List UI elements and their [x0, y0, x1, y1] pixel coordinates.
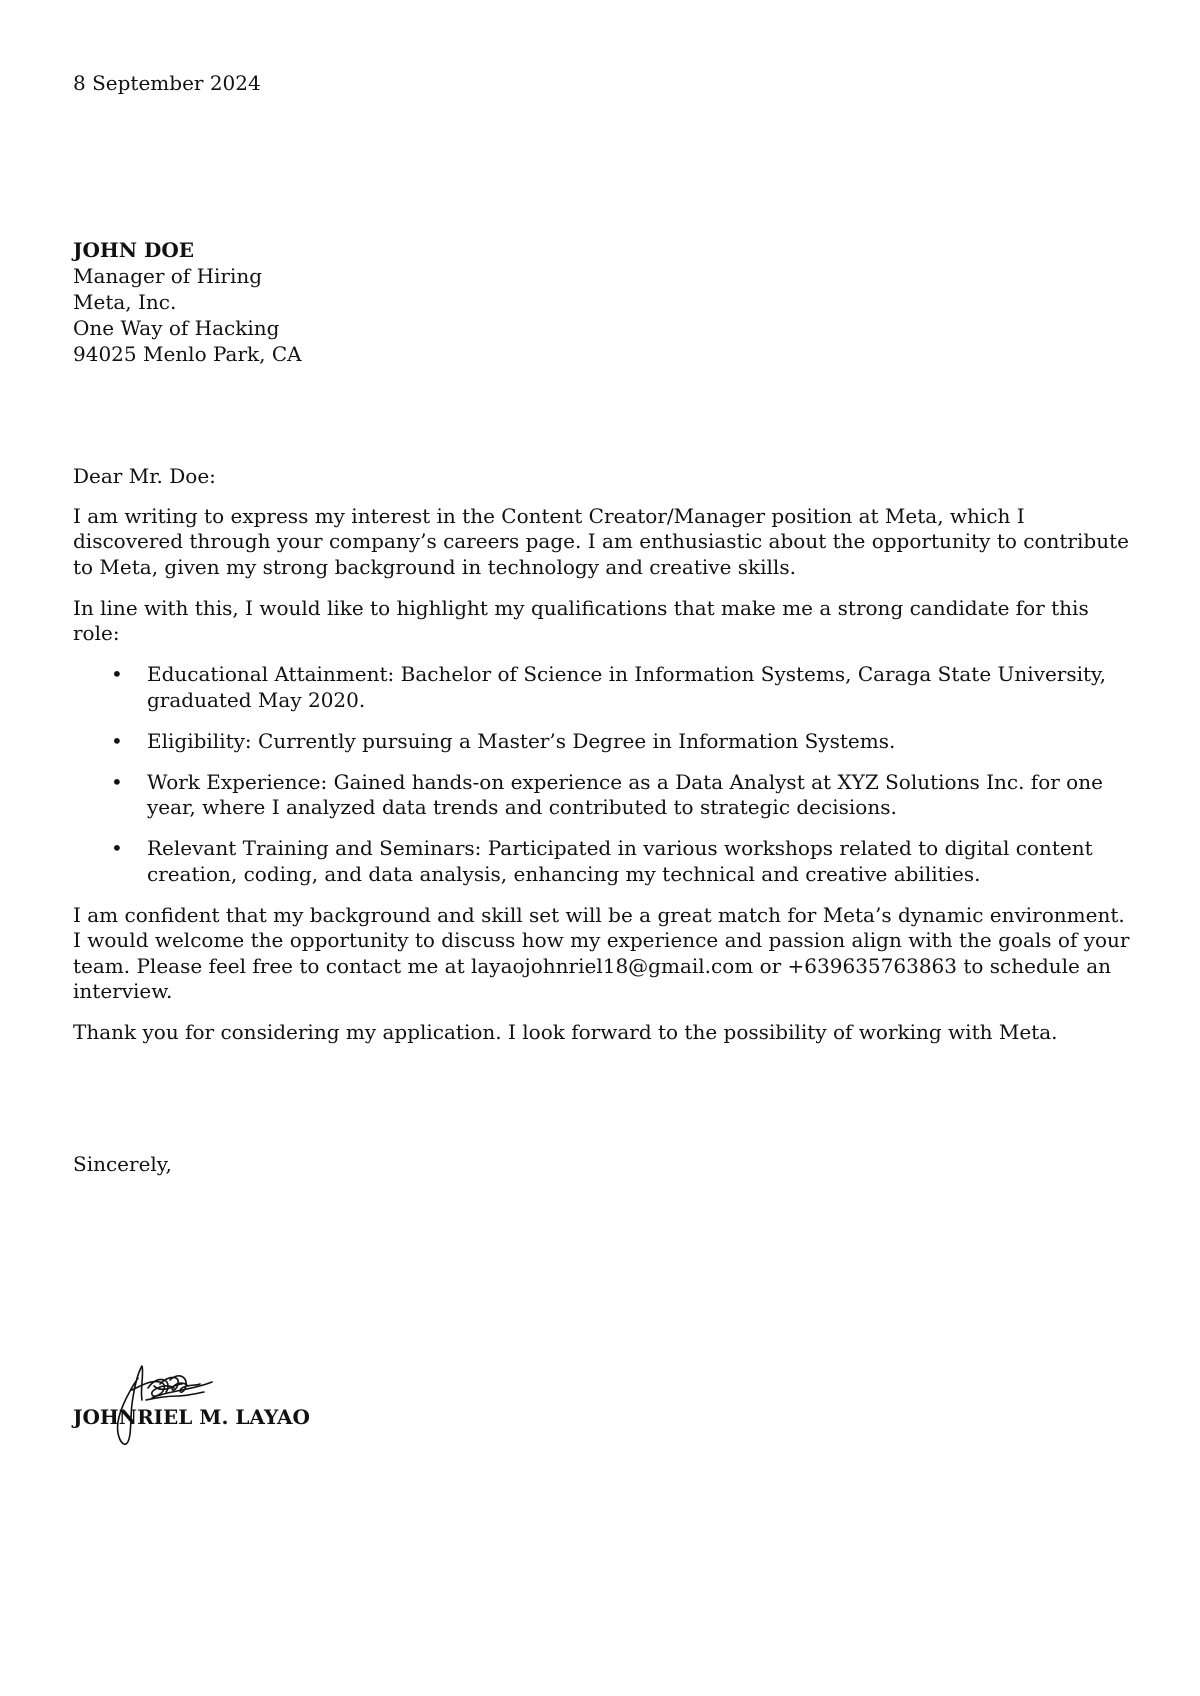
list-item — [73, 770, 1133, 821]
list-item — [73, 729, 1133, 755]
signer-name: JOHNRIEL M. LAYAO — [73, 1405, 310, 1429]
qualifications-list — [73, 662, 1133, 887]
bullet-icon: • — [111, 662, 123, 686]
body-paragraph: I am writing to express my interest in the Content Creator/Manager position at Meta, which I discovered through your company’s careers page. I am enthusiastic about the opportunity to contribute to Meta, given my strong background in technology and creative skills. — [73, 503, 1129, 579]
body-paragraph: Thank you for considering my application. I look forward to the possibility of working with Meta. — [73, 1020, 1058, 1044]
bullet-icon: • — [111, 728, 123, 753]
list-item-text: Relevant Training and Seminars: Participated in various workshops related to digital content creation, coding, and data analysis, enhancing my technical and creative abilities. — [147, 836, 1093, 886]
list-item-text: Educational Attainment: Bachelor of Science in Information Systems, Caraga State University, graduated May 2020. — [147, 662, 1107, 712]
bullet-icon: • — [111, 836, 123, 860]
recipient-city: 94025 Menlo Park, CA — [73, 342, 302, 366]
letter-date: 8 September 2024 — [73, 71, 261, 95]
recipient-title: Manager of Hiring — [73, 264, 263, 288]
recipient-name: JOHN DOE — [73, 238, 195, 262]
recipient-street: One Way of Hacking — [73, 316, 280, 340]
letter-closing: Sincerely, — [73, 1152, 172, 1176]
body-paragraph: I am confident that my background and skill set will be a great match for Meta’s dynamic environment. I would welcome the opportunity to discuss how my experience and passion align with the goals of your team. Please feel free to contact me at layaojohnriel18@gmail.com or +639635763863 to schedule an interview. — [73, 902, 1130, 1003]
body-paragraph: In line with this, I would like to highlight my qualifications that make me a strong candidate for this role: — [73, 595, 1089, 645]
recipient-company: Meta, Inc. — [73, 290, 177, 314]
list-item — [73, 836, 1133, 887]
recipient-address-block — [73, 237, 302, 367]
list-item — [73, 662, 1133, 713]
list-item-text: Eligibility: Currently pursuing a Master’s Degree in Information Systems. — [147, 728, 896, 753]
bullet-icon: • — [111, 769, 123, 794]
letter-body — [73, 464, 1133, 1061]
salutation: Dear Mr. Doe: — [73, 464, 216, 488]
list-item-text: Work Experience: Gained hands-on experience as a Data Analyst at XYZ Solutions Inc. for one year, where I analyzed data trends and contributed to strategic decisions. — [147, 769, 1103, 819]
